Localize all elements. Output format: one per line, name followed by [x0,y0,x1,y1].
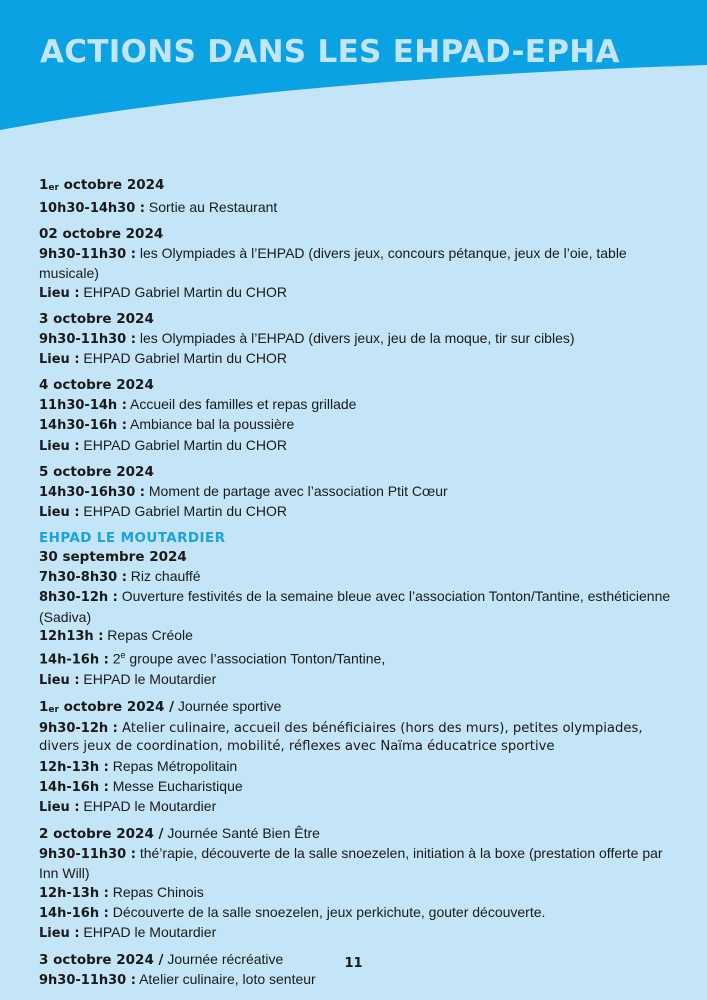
event-line: 9h30-11h30 : les Olympiades à l’EHPAD (divers jeux, concours pétanque, jeux de l’oie, table musicale) [39,245,627,282]
event-line: 14h30-16h : Ambiance bal la poussière [39,416,295,434]
page-number: 11 [344,956,363,971]
location-line: Lieu : EHPAD Gabriel Martin du CHOR [39,350,288,368]
event-line: 8h30-12h : Ouverture festivités de la semaine bleue avec l’association Tonton/Tantine, esthéticienne (Sadiva) [39,588,671,625]
day-block [39,548,679,690]
day-date: 3 octobre 2024 / Journée récréative [39,951,284,969]
event-line: 9h30-11h30 : Atelier culinaire, loto senteur [39,971,316,989]
event-line: 10h30-14h30 : Sortie au Restaurant [39,199,278,216]
event-line: 9h30-11h30 : les Olympiades à l’EHPAD (divers jeux, jeu de la moque, tir sur cibles) [39,329,575,347]
section-heading: EHPAD LE MOUTARDIER [39,530,226,547]
day-date: $1_{er}$ octobre 2024 / Journée sportive [39,698,282,716]
event-line: 14h-16h : Découverte de la salle snoezelen, jeux perkichute, gouter découverte. [39,903,546,921]
day-block [39,225,679,303]
location-line: Lieu : EHPAD le Moutardier [39,670,217,688]
event-line: 9h30-12h : Atelier culinaire, accueil des bénéficiaires (hors des murs), petites olympiades, divers jeux de coordination, mobilité, réflexes avec Naïma éducatrice sportive [39,721,643,755]
day-date: 5 octobre 2024 [39,463,154,480]
event-line: 12h-13h : Repas Chinois [39,883,204,901]
day-date: 2 octobre 2024 / Journée Santé Bien Être [39,825,320,843]
page-title: ACTIONS DANS LES EHPAD-EPHA [40,34,620,70]
event-line: 11h30-14h : Accueil des familles et repas grillade [39,396,357,414]
event-line: 7h30-8h30 : Riz chauffé [39,568,201,586]
event-line: 14h-16h : Messe Eucharistique [39,777,243,795]
location-line: Lieu : EHPAD Gabriel Martin du CHOR [39,283,288,301]
day-block [39,376,679,456]
day-date: $1_{er}$ octobre 2024 [39,177,165,193]
location-line: Lieu : EHPAD Gabriel Martin du CHOR [39,436,288,454]
day-date: 3 octobre 2024 [39,310,154,327]
event-line: 9h30-11h30 : thé’rapie, découverte de la salle snoezelen, initiation à la boxe (prestation offerte par Inn Will) [39,845,663,882]
event-line: 12h-13h : Repas Métropolitain [39,757,238,775]
location-line: Lieu : EHPAD le Moutardier [39,797,217,815]
day-block [39,824,679,943]
event-line: 14h30-16h30 : Moment de partage avec l’association Ptit Cœur [39,482,448,500]
location-line: Lieu : EHPAD Gabriel Martin du CHOR [39,503,288,521]
day-block [39,176,679,218]
schedule-content [39,176,679,997]
event-line: 12h13h : Repas Créole [39,626,193,644]
day-date: 4 octobre 2024 [39,377,154,394]
day-block [39,697,679,817]
day-date: 02 octobre 2024 [39,226,164,243]
day-block [39,463,679,522]
event-line: 14h-16h : 2e groupe avec l’association Tonton/Tantine, [39,650,386,668]
day-block [39,310,679,369]
location-line: Lieu : EHPAD le Moutardier [39,923,217,941]
day-date: 30 septembre 2024 [39,549,187,566]
